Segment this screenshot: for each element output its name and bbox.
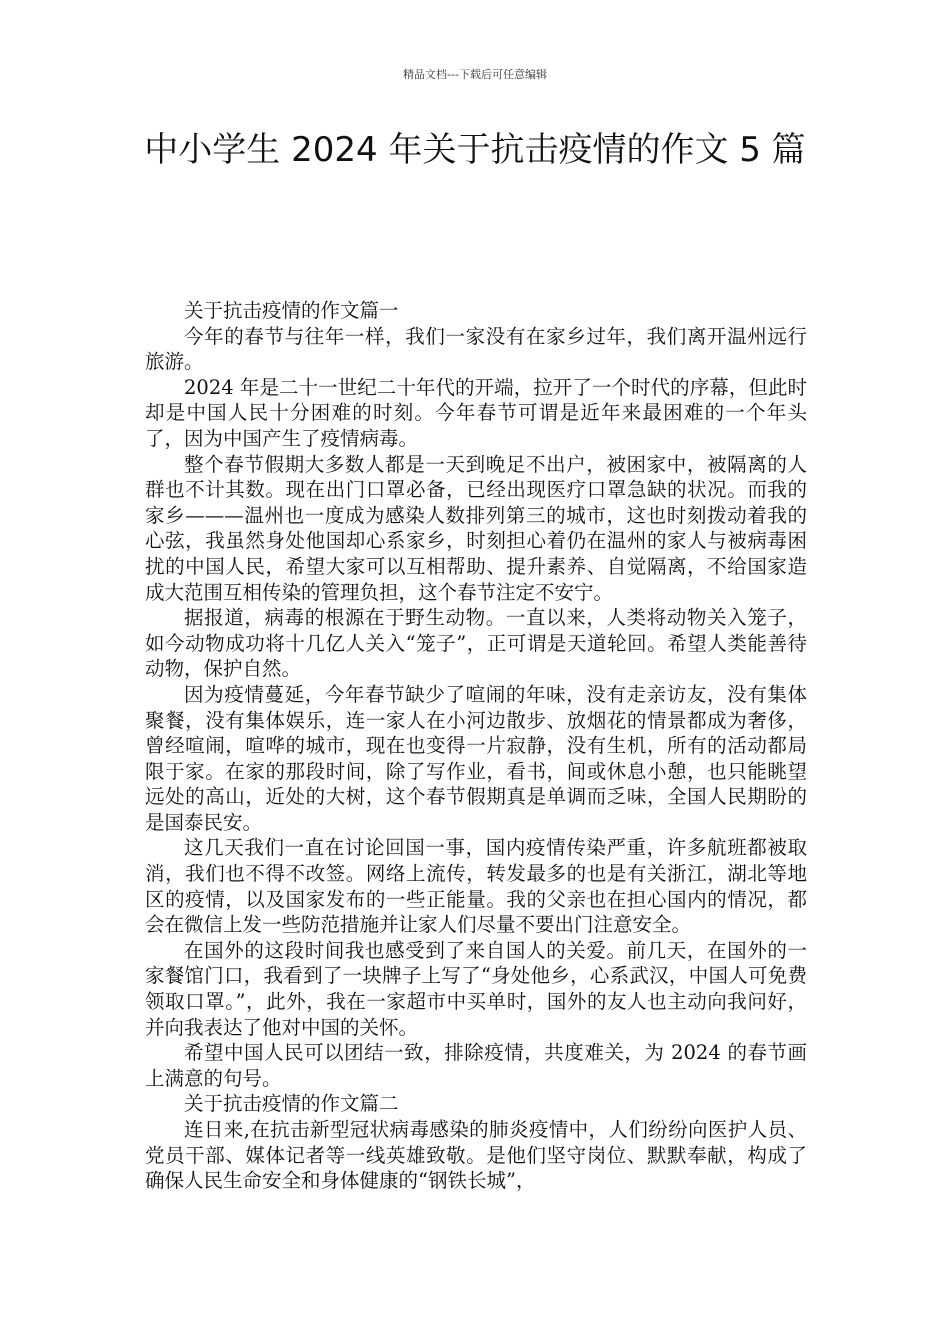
paragraph: 2024 年是二十一世纪二十年代的开端，拉开了一个时代的序幕，但此时却是中国人民十分困难的时刻。今年春节可谓是近年来最困难的一个年头了，因为中国产生了疫情病毒。 — [145, 375, 807, 450]
paragraph: 整个春节假期大多数人都是一天到晚足不出户，被困家中，被隔离的人群也不计其数。现在出门口罩必备，已经出现医疗口罩急缺的状况。而我的家乡———温州也一度成为感染人数排列第三的城市，这也时刻拨动着我的心弦，我虽然身处他国却心系家乡，时刻担心着仍在温州的家人与被病毒困扰的中国人民，希望大家可以互相帮助、提升素养、自觉隔离，不给国家造成大范围互相传染的管理负担，这个春节注定不安宁。 — [145, 452, 807, 604]
paragraph: 连日来,在抗击新型冠状病毒感染的肺炎疫情中，人们纷纷向医护人员、党员干部、媒体记者等一线英雄致敬。是他们坚守岗位、默默奉献，构成了确保人民生命安全和身体健康的“钢铁长城”， — [145, 1118, 807, 1193]
paragraph: 今年的春节与往年一样，我们一家没有在家乡过年，我们离开温州远行旅游。 — [145, 324, 807, 374]
document-title: 中小学生 2024 年关于抗击疫情的作文 5 篇 — [144, 130, 806, 170]
paragraph: 希望中国人民可以团结一致，排除疫情，共度难关，为 2024 的春节画上满意的句号。 — [145, 1041, 807, 1090]
section-heading-2: 关于抗击疫情的作文篇二 — [184, 1092, 399, 1116]
document-body — [145, 298, 807, 1194]
paragraph: 据报道，病毒的根源在于野生动物。一直以来，人类将动物关入笼子，如今动物成功将十几亿人关入“笼子”，正可谓是天道轮回。希望人类能善待动物，保护自然。 — [145, 606, 807, 681]
paragraph: 这几天我们一直在讨论回国一事，国内疫情传染严重，许多航班都被取消，我们也不得不改签。网络上流传，转发最多的也是有关浙江，湖北等地区的疫情，以及国家发布的一些正能量。我的父亲也在担心国内的情况，都会在微信上发一些防范措施并让家人们尽量不要出门注意安全。 — [145, 836, 807, 937]
header-note: 精品文档---下载后可任意编辑 — [403, 68, 547, 81]
section-heading-1: 关于抗击疫情的作文篇一 — [184, 299, 399, 322]
paragraph: 因为疫情蔓延，今年春节缺少了喧闹的年味，没有走亲访友，没有集体聚餐，没有集体娱乐，连一家人在小河边散步、放烟花的情景都成为奢侈，曾经喧闹，喧哗的城市，现在也变得一片寂静，没有生机，所有的活动都局限于家。在家的那段时间，除了写作业，看书，间或休息小憩，也只能眺望远处的高山，近处的大树，这个春节假期真是单调而乏味，全国人民期盼的是国泰民安。 — [145, 682, 807, 834]
paragraph: 在国外的这段时间我也感受到了来自国人的关爱。前几天，在国外的一家餐馆门口，我看到了一块牌子上写了“身处他乡，心系武汉，中国人可免费领取口罩。”，此外，我在一家超市中买单时，国外的友人也主动向我问好，并向我表达了他对中国的关怀。 — [145, 938, 807, 1039]
